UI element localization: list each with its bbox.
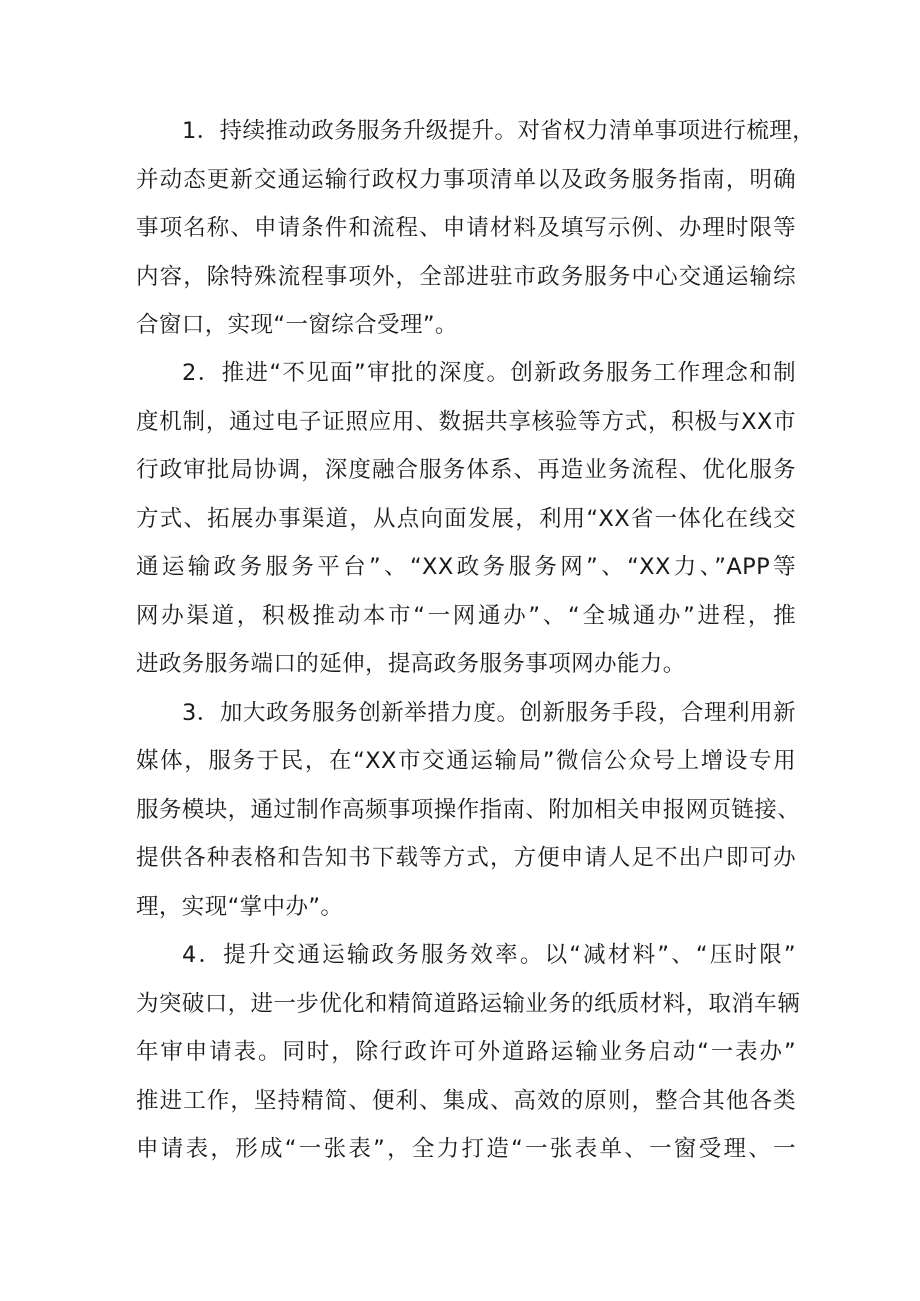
paragraph-1-line-1: 1．持续推动政务服务升级提升。对省权力清单事项进行梳理， — [182, 118, 816, 144]
paragraph-4-line-5: 申请表，形成“一张表”，全力打造“一张表单、一窗受理、一 — [136, 1136, 796, 1162]
paragraph-3-line-3: 服务模块，通过制作高频事项操作指南、附加相关申报网页链接、 — [136, 797, 801, 823]
paragraph-1-line-5: 合窗口，实现“一窗综合受理”。 — [136, 312, 458, 338]
paragraph-3-line-1: 3．加大政务服务创新举措力度。创新服务手段，合理利用新 — [182, 700, 796, 726]
paragraph-4-line-1: 4．提升交通运输政务服务效率。以“减材料”、“压时限” — [182, 942, 796, 968]
paragraph-4-line-4: 推进工作，坚持精简、便利、集成、高效的原则，整合其他各类 — [136, 1088, 796, 1114]
paragraph-4-line-2: 为突破口，进一步优化和精简道路运输业务的纸质材料，取消车辆 — [136, 991, 801, 1017]
paragraph-1-line-2: 并动态更新交通运输行政权力事项清单以及政务服务指南，明确 — [136, 167, 796, 193]
paragraph-1-line-4: 内容，除特殊流程事项外，全部进驻市政务服务中心交通运输综 — [136, 264, 796, 290]
paragraph-2-line-2: 度机制，通过电子证照应用、数据共享核验等方式，积极与XX市 — [136, 409, 796, 435]
paragraph-2-line-3: 行政审批局协调，深度融合服务体系、再造业务流程、优化服务 — [136, 457, 796, 483]
paragraph-2-line-5: 通运输政务服务平台”、“XX政务服务网”、“XX力、”APP等 — [136, 554, 796, 580]
paragraph-2-line-1: 2．推进“不见面”审批的深度。创新政务服务工作理念和制 — [182, 360, 796, 386]
paragraph-3-line-4: 提供各种表格和告知书下载等方式，方便申请人足不出户即可办 — [136, 845, 796, 871]
paragraph-2-line-6: 网办渠道，积极推动本市“一网通办”、“全城通办”进程，推 — [136, 603, 796, 629]
paragraph-2-line-7: 进政务服务端口的延伸，提高政务服务事项网办能力。 — [136, 651, 686, 677]
paragraph-3-line-5: 理，实现“掌中办”。 — [136, 894, 344, 920]
paragraph-2-line-4: 方式、拓展办事渠道，从点向面发展，利用“XX省一体化在线交 — [136, 506, 796, 532]
paragraph-3-line-2: 媒体，服务于民，在“XX市交通运输局”微信公众号上增设专用 — [136, 748, 796, 774]
paragraph-1-line-3: 事项名称、申请条件和流程、申请材料及填写示例、办理时限等 — [136, 215, 796, 241]
paragraph-4-line-3: 年审申请表。同时，除行政许可外道路运输业务启动“一表办” — [136, 1039, 796, 1065]
